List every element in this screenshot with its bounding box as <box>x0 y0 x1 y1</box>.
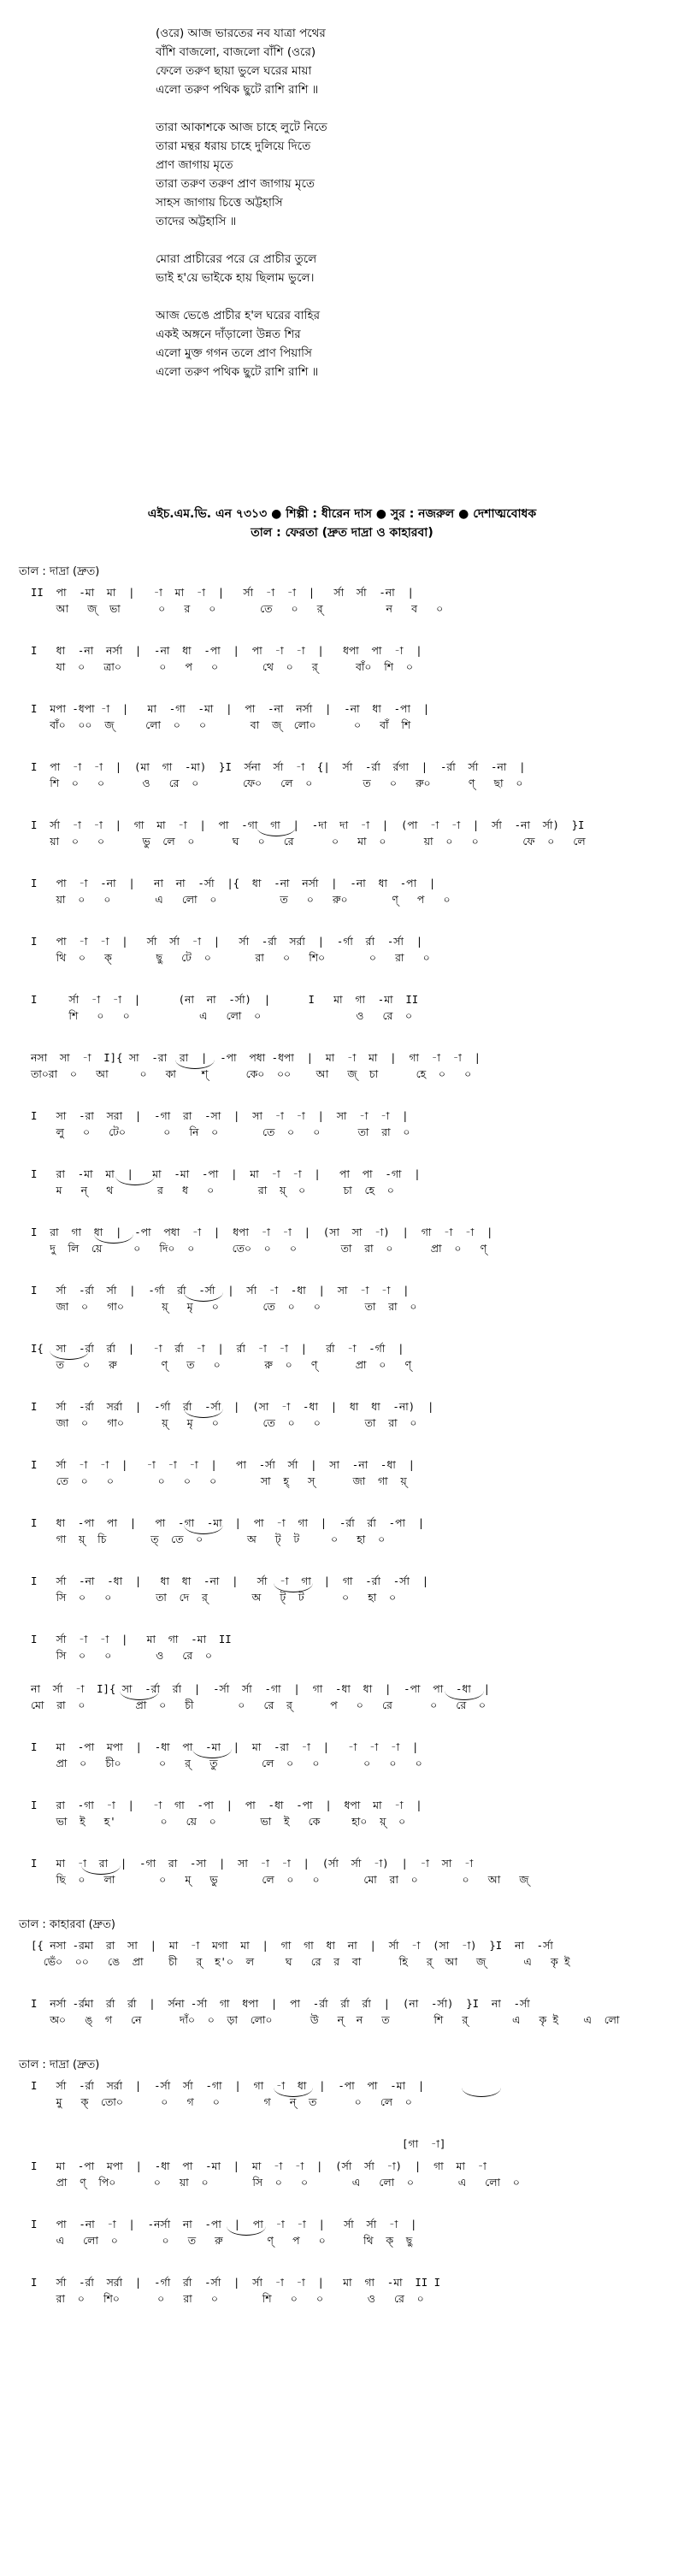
swara-line: I রা গা ধা | -পা পধা -া | ধপা -া -া | (সা সা -া) | গা -া -া | <box>31 1226 493 1238</box>
swara-line: I র্সা -র্রা র্সা | -র্গা র্রা -র্সা | র্সা -া -ধা | সা -া -া | <box>31 1285 410 1297</box>
swara-line: I পা -া -া | র্সা র্সা -া | র্সা -র্রা সর্রা | -র্গা র্রা -র্সা | <box>31 936 423 948</box>
lyric-syllables: ছি ০ লা ০ ম্ ভু লে ০ ০ মো রা ০ ০ আ জ্ <box>31 1874 529 1886</box>
tala-label-dadra-2: তাল : দাদ্রা (দ্রুত) <box>19 2059 100 2071</box>
notation-row <box>0 1456 684 1515</box>
notation-row <box>0 2136 684 2158</box>
lyric-line: একই অঙ্গনে দাঁড়ালো উন্নত শির <box>156 328 301 341</box>
notation-row <box>0 1108 684 1166</box>
lyric-syllables: যা ০ ত্রা০ ০ প ০ থে ০ র্ বাঁ০ শি ০ <box>31 661 413 673</box>
lyric-syllables: সি ০ ০ তা দে র্ অ ট্ ট ০ হা ০ <box>31 1592 397 1604</box>
lyric-syllables: রা ০ শি০ ০ রা ০ শি ০ ০ ও রে ০ <box>31 2293 424 2305</box>
lyric-line: তারা তরুণ তরুণ প্রাণ জাগায় মৃতে <box>156 177 315 191</box>
lyric-syllables: দু লি য়ে ০ দি০ ০ তে০ ০ ০ তা রা ০ প্রা ০ ণ্ <box>31 1243 487 1255</box>
swara-line: II পা -মা মা | -া মা -া | র্সা -া -া | র্সা র্সা -না | <box>31 587 414 599</box>
swara-line: I পা -না -া | -নর্সা না -পা | পা -া -া | র্সা র্সা -া | <box>31 2219 417 2230</box>
lyrics-stanza-4 <box>156 306 583 381</box>
lyric-syllables: তে ০ ০ ০ ০ ০ সা হ্ স্ জা গা য়্ <box>31 1475 407 1487</box>
lyric-line: এলো তরুণ পথিক ছুটে রাশি রাশি ॥ <box>156 83 319 97</box>
swara-line: [গা -া] <box>402 2138 446 2150</box>
lyric-line: ভাই হ'য়ে ভাইকে হায় ছিলাম ভুলে। <box>156 271 315 285</box>
notation-row <box>0 2077 684 2136</box>
swara-line: I পা -া -া | (মা গা -মা) }I র্সনা র্সা -া {| র্সা -র্রা র্রগা | -র্রা র্সা -না | <box>31 761 526 773</box>
notation-row <box>0 1995 684 2053</box>
lyric-line: তাদের অট্টহাসি ॥ <box>156 215 237 228</box>
swara-line: I পা -া -না | না না -র্সা |{ ধা -না নর্সা | -না ধা -পা | <box>31 877 436 889</box>
lyric-syllables: বাঁ০ ০০ জ্ লো ০ ০ বা জ্ লো০ ০ বাঁ শি <box>31 719 411 731</box>
notation-row <box>0 584 684 642</box>
swara-line: [{ নসা -রমা রা সা | মা -া মগা মা | গা গা ধা না | র্সা -া (সা -া) }I না -র্সা <box>31 1940 553 1952</box>
record-credits <box>0 505 684 542</box>
notation-row <box>0 933 684 991</box>
lyric-line: প্রাণ জাগায় মৃতে <box>156 158 233 172</box>
lyric-line: এলো তরুণ পথিক ছুটে রাশি রাশি ॥ <box>156 365 319 379</box>
notation-row <box>0 1797 684 1855</box>
lyric-syllables: গা য়্ চি ত্ তে ০ অ ট্ ট ০ হা ০ <box>31 1533 386 1545</box>
swara-line: I{ সা -র্রা র্রা | -া র্রা -া | র্রা -া -া | র্রা -া -র্গা | <box>31 1343 404 1355</box>
swara-line: I সা -রা সরা | -গা রা -সা | সা -া -া | সা -া -া | <box>31 1110 409 1122</box>
notation-row <box>0 817 684 875</box>
tala-line: তাল : ফেরতা (দ্রুত দাদ্রা ও কাহারবা) <box>251 526 433 540</box>
lyric-line: তারা মন্থর ধরায় চাহে দুলিয়ে দিতে <box>156 139 311 153</box>
notation-row <box>0 1224 684 1282</box>
lyric-syllables: থি ০ ক্ ছু টে ০ রা ০ শি০ ০ রা ০ <box>31 952 430 964</box>
notation-row <box>0 1937 684 1995</box>
lyric-line: (ওরে) আজ ভারতের নব যাত্রা পথের <box>156 27 326 40</box>
swara-line: I র্সা -া -া | গা মা -া | পা -গা গা | -দা দা -া | (পা -া -া | র্সা -না র্সা) }I <box>31 819 585 831</box>
lyric-syllables: জা ০ গা০ য়্ মৃ ০ তে ০ ০ তা রা ০ <box>31 1417 417 1429</box>
lyric-line: ফেলে তরুণ ছায়া ভুলে ঘরের মায়া <box>156 64 312 78</box>
lyrics-stanza-1 <box>156 24 583 99</box>
lyric-syllables: প্রা ০ চী০ ০ র্ তু লে ০ ০ ০ ০ ০ <box>31 1758 422 1770</box>
lyric-syllables: আ জ্ ভা ০ র ০ তে ০ র্ ন ব ০ <box>31 603 444 615</box>
swara-line: I র্সা -র্রা সর্রা | -র্গা র্রা -র্সা | (সা -া -ধা | ধা ধা -না) | <box>31 1401 434 1413</box>
slur-mark <box>462 2086 501 2097</box>
swara-line: I ধা -পা পা | পা -গা -মা | পা -া গা | -র্রা র্রা -পা | <box>31 1517 425 1529</box>
notation-row <box>0 2216 684 2274</box>
swara-line: I র্সা -র্রা সর্রা | -র্সা র্সা -গা | গা -া ধা | -পা পা -মা | <box>31 2080 425 2092</box>
notation-row <box>0 1573 684 1631</box>
lyric-syllables: এ লো ০ ০ ত রু ণ্ প ০ থি ক্ ছু <box>31 2235 413 2247</box>
swara-line: I র্সা -া -া | -া -া -া | পা -র্সা র্সা | সা -না -ধা | <box>31 1459 415 1471</box>
notation-row <box>0 2274 684 2332</box>
tala-label-kaharba: তাল : কাহারবা (দ্রুত) <box>19 1918 115 1931</box>
swara-line: না র্সা -া I]{ সা -র্রা র্রা | -র্সা র্সা -গা | গা -ধা ধা | -পা পা -ধা | <box>31 1683 491 1695</box>
lyric-line: সাহস জাগায় চিত্তে অট্টহাসি <box>156 196 283 210</box>
notation-row <box>0 1049 684 1108</box>
notation-row <box>0 1855 684 1913</box>
swara-line: I নর্সা -র্রমা র্রা র্রা | র্সনা -র্সা গা ধপা | পা -র্রা র্রা র্রা | (না -র্সা) }I না -র্সা <box>31 1998 530 2010</box>
lyrics-stanza-3 <box>156 250 583 287</box>
swara-line: I মা -পা মপা | -ধা পা -মা | মা -া -া | (র্সা র্সা -া) | গা মা -া <box>31 2160 486 2172</box>
lyrics-stanza-2 <box>156 118 583 231</box>
lyric-syllables: লু ০ টে০ ০ নি ০ তে ০ ০ তা রা ০ <box>31 1126 410 1138</box>
lyric-line: এলো মুক্ত গগন তলে প্রাণ পিয়াসি <box>156 346 312 360</box>
notation-row <box>0 1398 684 1456</box>
swara-line: I রা -গা -া | -া গা -পা | পা -ধা -পা | ধপা মা -া | <box>31 1799 422 1811</box>
notation-row <box>0 700 684 759</box>
swara-line: I মা -পা মপা | -ধা পা -মা | মা -রা -া | -া -া -া | <box>31 1741 419 1753</box>
lyric-syllables: ভা ই হ' ০ য়ে ০ ভা ই কে হা০ য়্ ০ <box>31 1816 406 1828</box>
lyric-syllables: তা০রা ০ আ ০ কা শ্ কে০ ০০ আ জ্ চা হে ০ ০ <box>31 1068 472 1080</box>
swara-line: I র্সা -া -া | (না না -র্সা) | I মা গা -মা II <box>31 994 419 1006</box>
swara-line: I র্সা -া -া | মা গা -মা II <box>31 1634 232 1645</box>
song-lyrics <box>156 24 583 400</box>
lyric-syllables: য়া ০ ০ এ লো ০ ত ০ রু০ ণ্ প ০ <box>31 894 451 906</box>
notation-row <box>0 1631 684 1681</box>
lyric-syllables: শি ০ ০ এ লো ০ ও রে ০ <box>31 1010 413 1022</box>
lyric-syllables: ত ০ রু ণ্ ত ০ রু ০ ণ্ প্রা ০ ণ্ <box>31 1359 411 1371</box>
swara-line: I র্সা -না -ধা | ধা ধা -না | র্সা -া গা | গা -র্রা -র্সা | <box>31 1575 429 1587</box>
notation-row <box>0 642 684 700</box>
tala-label-dadra: তাল : দাদ্রা (দ্রুত) <box>19 565 100 578</box>
notation-row <box>0 1681 684 1739</box>
notation-row <box>0 759 684 817</box>
notation-row <box>0 1340 684 1398</box>
lyric-syllables: জা ০ গা০ য়্ মৃ ০ তে ০ ০ তা রা ০ <box>31 1301 417 1313</box>
lyric-syllables: শি ০ ০ ও রে ০ ফে০ লে ০ ত ০ রু০ ণ্ ছা ০ <box>31 777 523 789</box>
notation-row <box>0 1739 684 1797</box>
lyric-syllables: ভেঁ০ ০০ ঙে প্রা চী র্ হ'০ ল ঘ রে র বা হি র্ আ জ্ এ কৃ ই <box>31 1956 570 1968</box>
notation-row <box>0 1166 684 1224</box>
lyric-line: আজ ভেঙে প্রাচীর হ'ল ঘরের বাহির <box>156 309 320 322</box>
notation-row <box>0 1515 684 1573</box>
swara-line: I মা -া রা | -গা রা -সা | সা -া -া | (র্সা র্সা -া) | -া সা -া <box>31 1858 474 1870</box>
lyric-line: মোরা প্রাচীরের পরে রে প্রাচীর তুলে <box>156 252 317 266</box>
notation-row <box>0 991 684 1049</box>
lyric-syllables: সি ০ ০ ও রে ০ <box>31 1650 212 1662</box>
swara-line: I মপা -ধপা -া | মা -গা -মা | পা -না নর্সা | -না ধা -পা | <box>31 703 430 715</box>
lyric-syllables: অ০ ঙ্ গ নে দাঁ০ ০ ড়া লো০ উ ন্ ন ত শি র্ এ কৃ ই এ লো <box>31 2014 620 2026</box>
lyric-line: বাঁশি বাজলো, বাজলো বাঁশি (ওরে) <box>156 45 316 59</box>
credits-line: এইচ.এম.ভি. এন ৭৩১৩ ● শিল্পী : ধীরেন দাস ● সুর : নজরুল ● দেশাত্মবোধক <box>147 507 537 521</box>
lyric-line: তারা আকাশকে আজ চাহে লুটে নিতে <box>156 121 327 134</box>
swara-line: I র্সা -র্রা সর্রা | -র্গা র্রা -র্সা | র্সা -া -া | মা গা -মা II I <box>31 2277 441 2289</box>
notation-row <box>0 1282 684 1340</box>
swara-line: I রা -মা মা | মা -মা -পা | মা -া -া | পা পা -গা | <box>31 1168 421 1180</box>
swara-line: I ধা -না নর্সা | -না ধা -পা | পা -া -া | ধপা পা -া | <box>31 645 422 657</box>
swara-line: নসা সা -া I]{ সা -রা রা | -পা পধা -ধপা | মা -া মা | গা -া -া | <box>31 1052 481 1064</box>
notation-row <box>0 2158 684 2216</box>
lyric-syllables: প্রা ণ্ পি০ ০ য়া ০ সি ০ ০ এ লো ০ এ লো ০ <box>31 2177 520 2189</box>
swaralipi-notation <box>0 560 684 2332</box>
notation-row <box>0 875 684 933</box>
lyric-syllables: য়া ০ ০ ভু লে ০ ঘ ০ রে ০ মা ০ য়া ০ ০ ফে ০ লে <box>31 836 586 848</box>
lyric-syllables: ম ন্ থ র ধ ০ রা য়্ ০ চা হে ০ <box>31 1185 394 1196</box>
lyric-syllables: মো রা ০ প্রা ০ চী ০ রে র্ প ০ রে ০ রে ০ <box>31 1699 486 1711</box>
lyric-syllables: মু ক্ তো০ ০ গ ০ গ ন্ ত ০ লে ০ <box>31 2096 412 2108</box>
